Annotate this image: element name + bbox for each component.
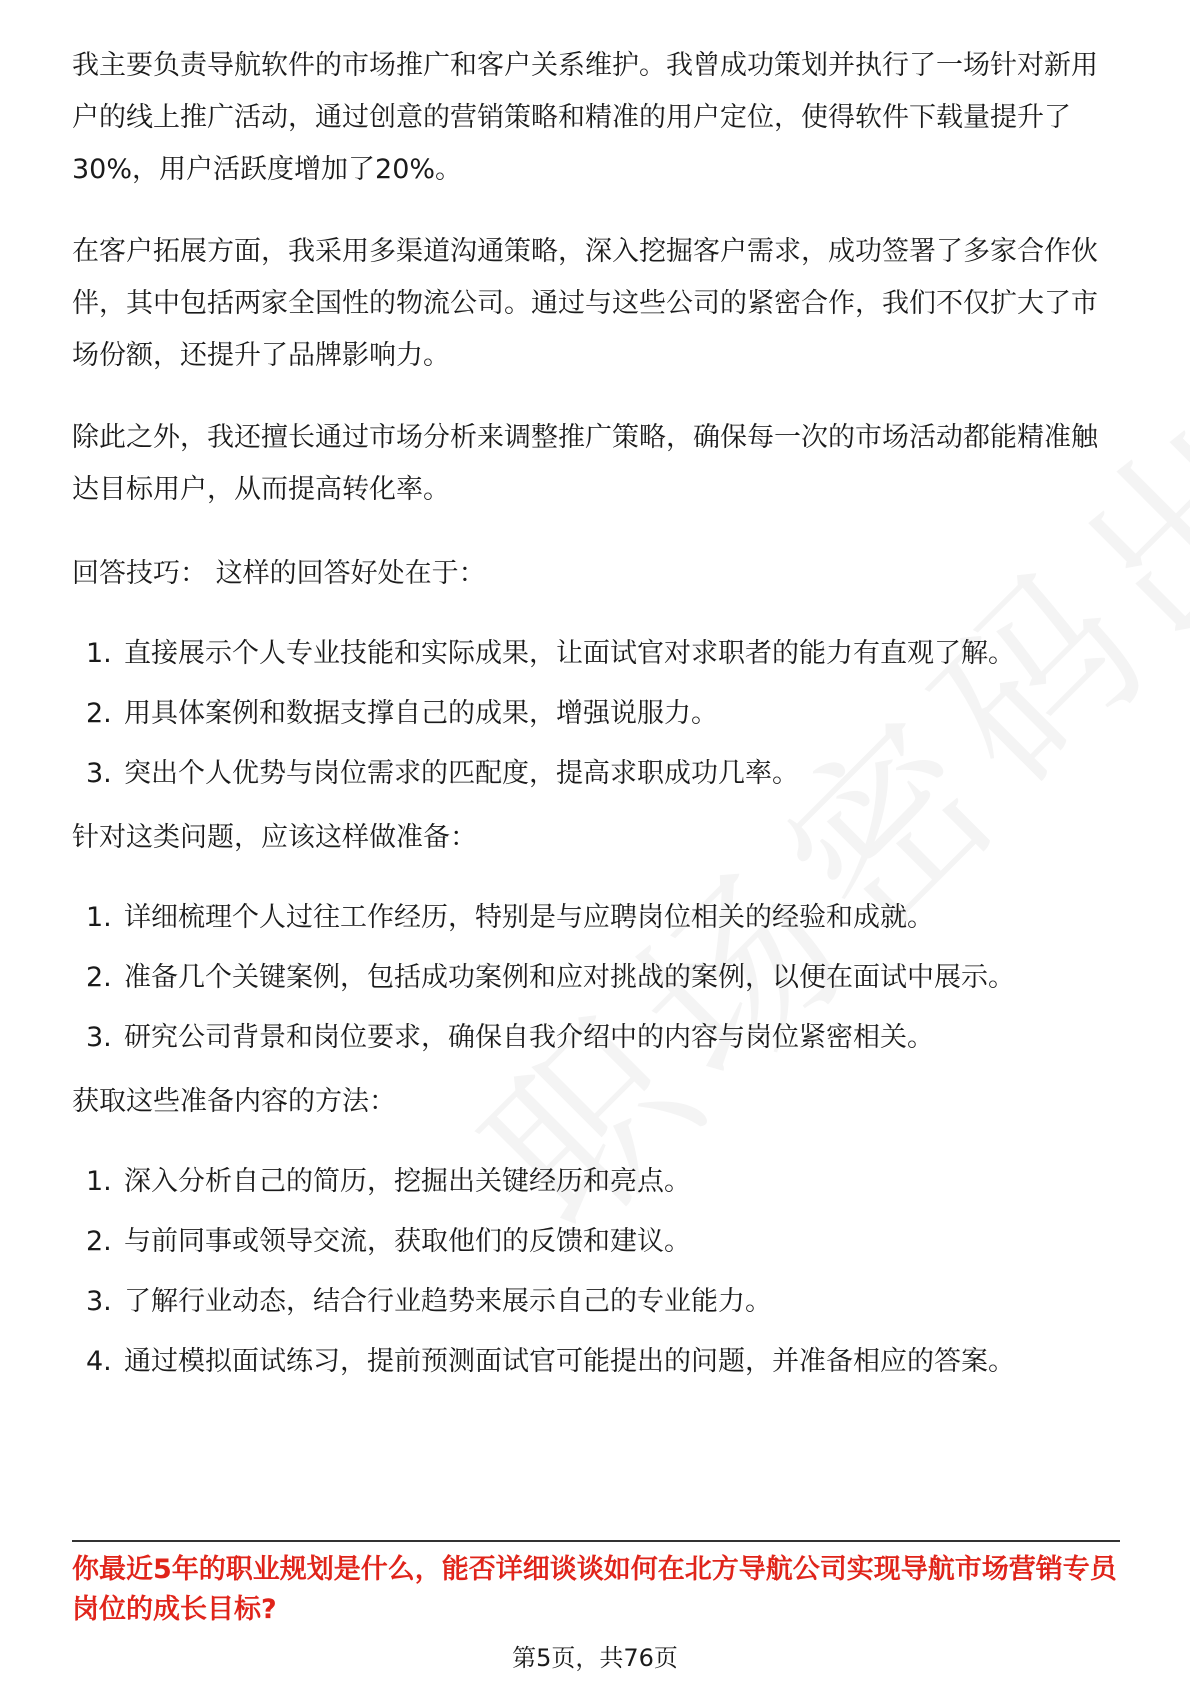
list-item xyxy=(72,1282,1118,1342)
list-item xyxy=(72,634,1118,694)
list-number: 2. xyxy=(86,1226,112,1257)
list-number: 4. xyxy=(86,1346,112,1377)
list-item-text: 突出个人优势与岗位需求的匹配度，提高求职成功几率。 xyxy=(124,758,799,789)
list-item xyxy=(72,1018,1118,1078)
preparation-list xyxy=(72,898,1118,1078)
list-number: 2. xyxy=(86,698,112,729)
list-number: 3. xyxy=(86,758,112,789)
list-number: 1. xyxy=(86,638,112,669)
paragraph-1: 我主要负责导航软件的市场推广和客户关系维护。我曾成功策划并执行了一场针对新用户的线上推广活动，通过创意的营销策略和精准的用户定位，使得软件下载量提升了30%，用户活跃度增加了20%。 xyxy=(72,50,1098,185)
list-item-text: 用具体案例和数据支撑自己的成果，增强说服力。 xyxy=(124,698,718,729)
list-item-text: 直接展示个人专业技能和实际成果，让面试官对求职者的能力有直观了解。 xyxy=(124,638,1015,669)
list-item xyxy=(72,1222,1118,1282)
list-number: 1. xyxy=(86,1166,112,1197)
list-item xyxy=(72,898,1118,958)
list-item-text: 与前同事或领导交流，获取他们的反馈和建议。 xyxy=(124,1226,691,1257)
answer-tips-list xyxy=(72,634,1118,814)
list-item xyxy=(72,1342,1118,1402)
list-item-text: 通过模拟面试练习，提前预测面试官可能提出的问题，并准备相应的答案。 xyxy=(124,1346,1015,1377)
list-item-text: 详细梳理个人过往工作经历，特别是与应聘岗位相关的经验和成就。 xyxy=(124,902,934,933)
list-item xyxy=(72,958,1118,1018)
methods-list xyxy=(72,1162,1118,1402)
list-number: 1. xyxy=(86,902,112,933)
list-item xyxy=(72,754,1118,814)
list-item-text: 了解行业动态，结合行业趋势来展示自己的专业能力。 xyxy=(124,1286,772,1317)
list-item-text: 深入分析自己的简历，挖掘出关键经历和亮点。 xyxy=(124,1166,691,1197)
list-item xyxy=(72,694,1118,754)
list-item xyxy=(72,1162,1118,1222)
list-number: 3. xyxy=(86,1286,112,1317)
divider xyxy=(72,1540,1120,1542)
paragraph-2: 在客户拓展方面，我采用多渠道沟通策略，深入挖掘客户需求，成功签署了多家合作伙伴，其中包括两家全国性的物流公司。通过与这些公司的紧密合作，我们不仅扩大了市场份额，还提升了品牌影响力。 xyxy=(72,236,1098,371)
section-heading-preparation: 针对这类问题，应该这样做准备： xyxy=(72,822,477,853)
next-question: 你最近5年的职业规划是什么，能否详细谈谈如何在北方导航公司实现导航市场营销专员岗位的成长目标? xyxy=(72,1554,1117,1625)
section-heading-answer-tips: 回答技巧： 这样的回答好处在于： xyxy=(72,558,486,589)
list-number: 3. xyxy=(86,1022,112,1053)
section-heading-methods: 获取这些准备内容的方法： xyxy=(72,1086,396,1117)
list-number: 2. xyxy=(86,962,112,993)
page-number: 第5页，共76页 xyxy=(512,1644,678,1672)
paragraph-3: 除此之外，我还擅长通过市场分析来调整推广策略，确保每一次的市场活动都能精准触达目标用户，从而提高转化率。 xyxy=(72,422,1098,505)
list-item-text: 准备几个关键案例，包括成功案例和应对挑战的案例，以便在面试中展示。 xyxy=(124,962,1015,993)
list-item-text: 研究公司背景和岗位要求，确保自我介绍中的内容与岗位紧密相关。 xyxy=(124,1022,934,1053)
